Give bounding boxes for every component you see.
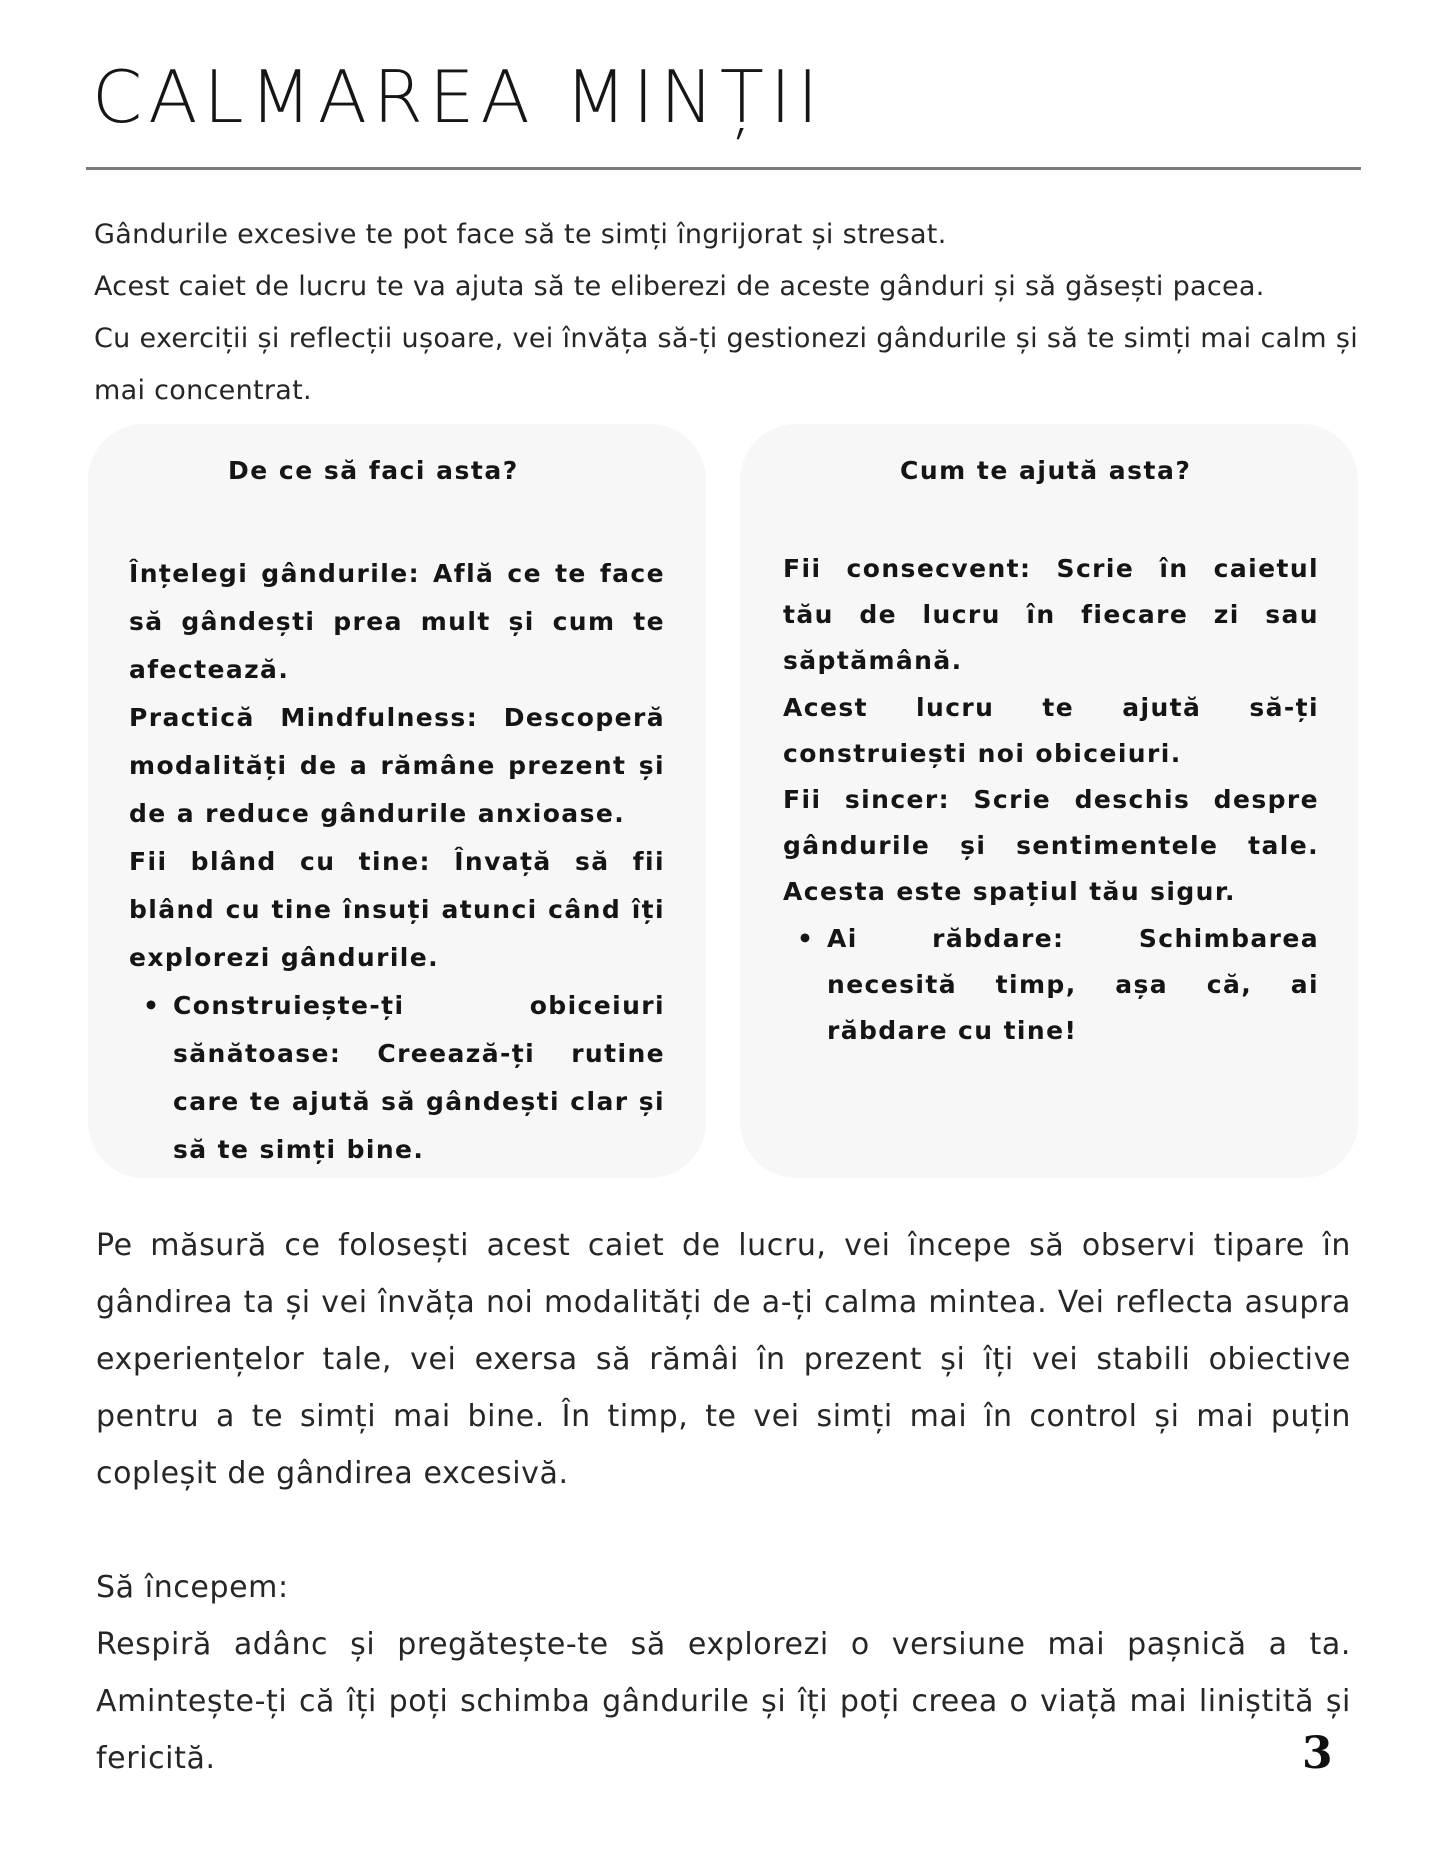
how-card-body — [783, 546, 1319, 1054]
title-divider — [86, 167, 1361, 170]
why-card-item: Înțelegi gândurile: Află ce te face să gândești prea mult și cum te afectează. — [129, 559, 665, 684]
why-card-bullet-item — [129, 982, 665, 1174]
outro-closing: Respiră adânc și pregătește-te să explorezi o versiune mai pașnică a ta. Amintește-ți că îți poți schimba gândurile și îți poți creea o viață mai liniștită și fericită. — [96, 1627, 1351, 1776]
outro-paragraph: Pe măsură ce folosești acest caiet de lucru, vei începe să observi tipare în gândirea ta și vei învăța noi modalități de a-ți calma mintea. Vei reflecta asupra experiențelor tale, vei exersa să rămâi în prezent și îți vei stabili obiective pentru a te simți mai bine. În timp, te vei simți mai în control și mai puțin copleșit de gândirea excesivă. — [96, 1228, 1351, 1491]
intro-text — [94, 209, 1358, 417]
intro-line: Cu exerciții și reflecții ușoare, vei învăța să-ți gestionezi gândurile și să te simți mai calm și mai concentrat. — [94, 323, 1358, 406]
why-card — [88, 424, 706, 1178]
how-card-heading: Cum te ajută asta? — [900, 456, 1192, 485]
how-card-bullet-text: Ai răbdare: Schimbarea necesită timp, așa că, ai răbdare cu tine! — [827, 923, 1319, 1046]
bullet-dot-icon: • — [797, 923, 815, 953]
why-card-list — [129, 982, 665, 1174]
bullet-dot-icon: • — [143, 991, 161, 1020]
why-card-item: Fii blând cu tine: Învață să fii blând cu tine însuți atunci când îți explorezi gândurile. — [129, 847, 665, 972]
how-card-item: Fii consecvent: Scrie în caietul tău de lucru în fiecare zi sau săptămână. — [783, 554, 1319, 676]
outro-text — [96, 1217, 1351, 1787]
how-card — [740, 424, 1358, 1178]
how-card-bullet-item — [783, 916, 1319, 1055]
why-card-heading: De ce să faci asta? — [228, 456, 519, 485]
how-card-list — [783, 916, 1319, 1055]
why-card-item: Practică Mindfulness: Descoperă modalități de a rămâne prezent și de a reduce gândurile anxioase. — [129, 703, 665, 828]
how-card-item: Acest lucru te ajută să-ți construiești noi obiceiuri. — [783, 692, 1319, 768]
outro-spacer — [96, 1502, 1351, 1559]
outro-lead: Să începem: — [96, 1570, 289, 1605]
intro-line: Acest caiet de lucru te va ajuta să te eliberezi de aceste gânduri și să găsești pacea. — [94, 271, 1265, 302]
why-card-body — [129, 550, 665, 1174]
page-title: CALMAREA MINȚII — [92, 55, 825, 139]
intro-line: Gândurile excesive te pot face să te simți îngrijorat și stresat. — [94, 219, 947, 250]
why-card-bullet-text: Construiește-ți obiceiuri sănătoase: Creează-ți rutine care te ajută să gândești clar și să te simți bine. — [173, 991, 665, 1164]
page-number: 3 — [1302, 1728, 1333, 1779]
how-card-item: Fii sincer: Scrie deschis despre gândurile și sentimentele tale. Acesta este spațiul tău sigur. — [783, 785, 1319, 907]
